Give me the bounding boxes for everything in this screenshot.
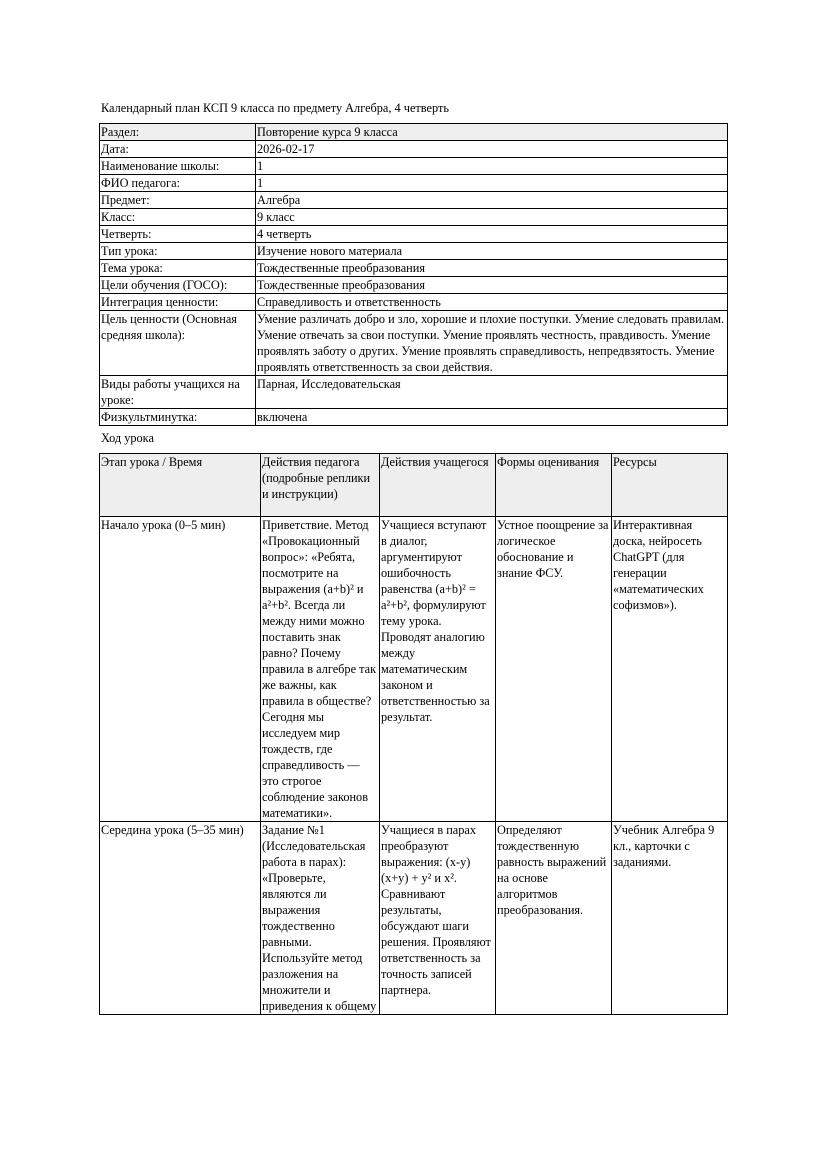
info-key: Тема урока: [100, 260, 256, 277]
stage-cell: Начало урока (0–5 мин) [100, 517, 261, 822]
info-value: Изучение нового материала [256, 243, 728, 260]
info-key: Класс: [100, 209, 256, 226]
info-value: 4 четверть [256, 226, 728, 243]
info-value: Алгебра [256, 192, 728, 209]
student-actions-cell: Учащиеся в парах преобразуют выражения: (x-y)(x+y) + y² и x². Сравнивают результаты, обсуждают шаги решения. Проявляют ответственность за точность записей партнера. [380, 822, 496, 1015]
lesson-table-header [100, 454, 728, 517]
info-key: Четверть: [100, 226, 256, 243]
teacher-actions-cell: Приветствие. Метод «Провокационный вопрос»: «Ребята, посмотрите на выражения (a+b)² и a²+b². Всегда ли между ними можно поставить знак равно? Почему правила в алгебре так же важны, как правила в обществе? Сегодня мы исследуем мир тождеств, где справедливость — это строгое соблюдение законов математики». [261, 517, 380, 822]
info-row-quarter [100, 226, 728, 243]
info-value: Тождественные преобразования [256, 277, 728, 294]
info-row-date [100, 141, 728, 158]
info-value: 1 [256, 158, 728, 175]
lesson-section-heading: Ход урока [101, 431, 154, 445]
info-row-physical-break [100, 409, 728, 426]
info-value: 1 [256, 175, 728, 192]
assessment-cell: Определяют тождественную равность выражений на основе алгоритмов преобразования. [496, 822, 612, 1015]
stage-cell: Середина урока (5–35 мин) [100, 822, 261, 1015]
info-key: Наименование школы: [100, 158, 256, 175]
info-key: Интеграция ценности: [100, 294, 256, 311]
info-row-school [100, 158, 728, 175]
info-row-value-integration [100, 294, 728, 311]
info-row-class [100, 209, 728, 226]
info-row-subject [100, 192, 728, 209]
info-row-lesson-type [100, 243, 728, 260]
info-value: 9 класс [256, 209, 728, 226]
info-value: Парная, Исследовательская [256, 376, 728, 409]
info-value: 2026-02-17 [256, 141, 728, 158]
info-key: Дата: [100, 141, 256, 158]
info-key: Виды работы учащихся на уроке: [100, 376, 256, 409]
info-value: Повторение курса 9 класса [256, 124, 728, 141]
info-row-value-goal [100, 311, 728, 376]
info-row-learning-goals [100, 277, 728, 294]
header-stage: Этап урока / Время [100, 454, 261, 517]
info-key: Цель ценности (Основная средняя школа): [100, 311, 256, 376]
info-row-section [100, 124, 728, 141]
document-title: Календарный план КСП 9 класса по предмету Алгебра, 4 четверть [101, 101, 449, 115]
info-value: Справедливость и ответственность [256, 294, 728, 311]
header-student-actions: Действия учащегося [380, 454, 496, 517]
info-row-teacher [100, 175, 728, 192]
info-key: Физкультминутка: [100, 409, 256, 426]
info-value: Умение различать добро и зло, хорошие и плохие поступки. Умение следовать правилам. Умение отвечать за свои поступки. Умение проявлять честность, правдивость. Умение проявлять заботу о других. Умение проявлять справедливость, непредвзятость. Умение проявлять ответственность за свои действия. [256, 311, 728, 376]
info-value: Тождественные преобразования [256, 260, 728, 277]
info-row-lesson-topic [100, 260, 728, 277]
resources-cell: Интерактивная доска, нейросеть ChatGPT (для генерации «математических софизмов»). [612, 517, 728, 822]
lesson-flow-table [99, 453, 728, 1015]
lesson-info-table [99, 123, 728, 426]
info-value: включена [256, 409, 728, 426]
lesson-row-start [100, 517, 728, 822]
header-assessment: Формы оценивания [496, 454, 612, 517]
info-key: Раздел: [100, 124, 256, 141]
teacher-actions-cell: Задание №1 (Исследовательская работа в парах): «Проверьте, являются ли выражения тождественно равными. Используйте метод разложения на множители и приведения к общему [261, 822, 380, 1015]
lesson-row-middle [100, 822, 728, 1015]
info-row-work-types [100, 376, 728, 409]
info-key: Цели обучения (ГОСО): [100, 277, 256, 294]
header-teacher-actions: Действия педагога (подробные реплики и инструкции) [261, 454, 380, 517]
student-actions-cell: Учащиеся вступают в диалог, аргументируют ошибочность равенства (a+b)² = a²+b², формулируют тему урока. Проводят аналогию между математическим законом и ответственностью за результат. [380, 517, 496, 822]
info-key: ФИО педагога: [100, 175, 256, 192]
info-key: Тип урока: [100, 243, 256, 260]
assessment-cell: Устное поощрение за логическое обоснование и знание ФСУ. [496, 517, 612, 822]
header-resources: Ресурсы [612, 454, 728, 517]
info-key: Предмет: [100, 192, 256, 209]
resources-cell: Учебник Алгебра 9 кл., карточки с заданиями. [612, 822, 728, 1015]
